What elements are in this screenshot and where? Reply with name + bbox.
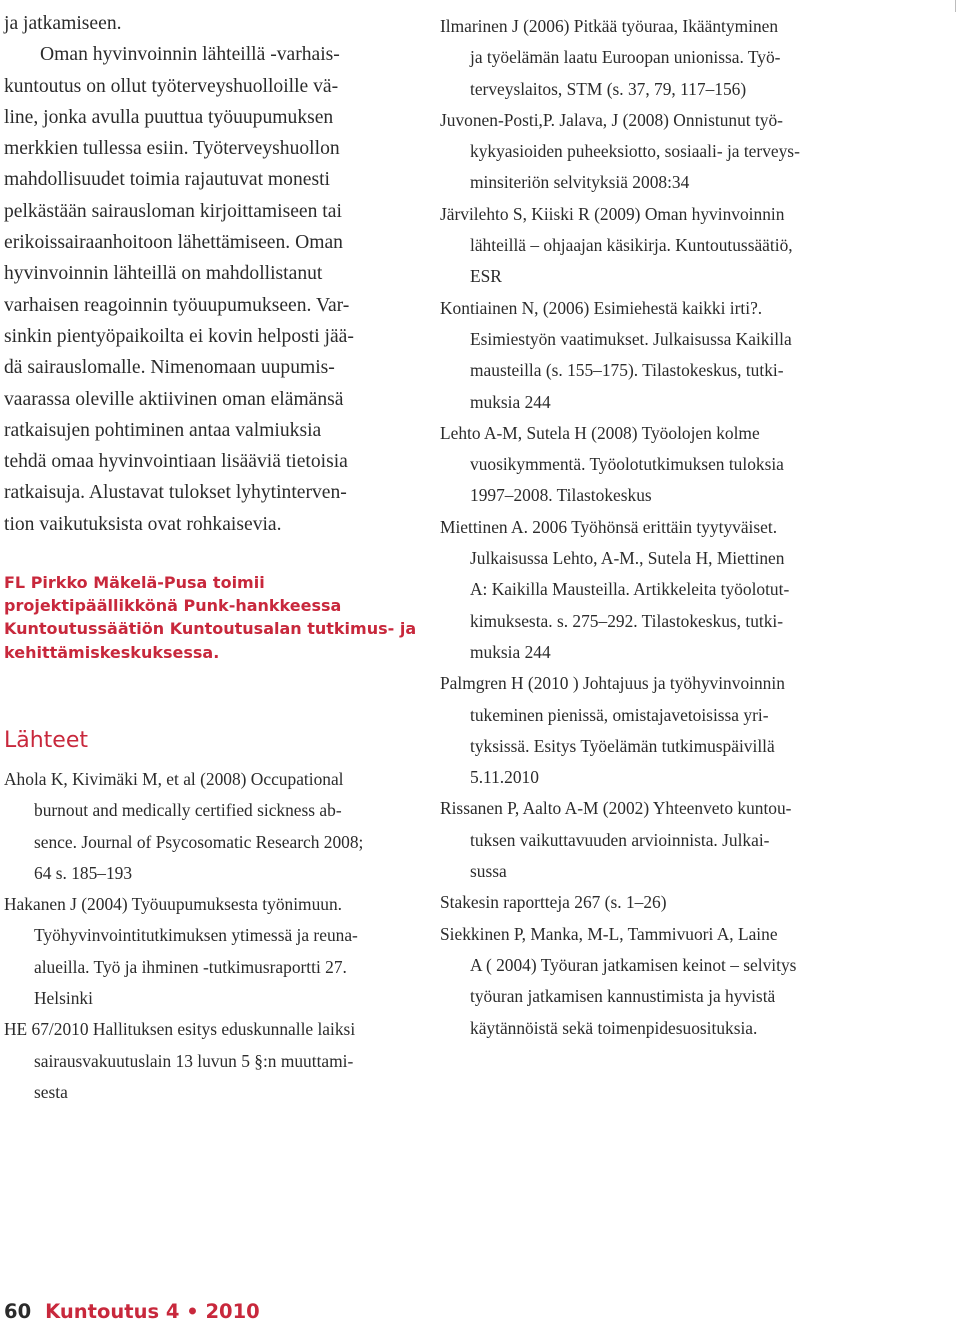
- reference-line: minsiteriön selvityksiä 2008:34: [470, 172, 690, 193]
- reference-line: Hakanen J (2004) Työuupumuksesta työnimuun.: [4, 894, 343, 915]
- reference-line: terveyslaitos, STM (s. 37, 79, 117–156): [470, 78, 747, 99]
- reference-line: Juvonen-Posti,P. Jalava, J (2008) Onnistunut työ-: [440, 109, 783, 130]
- references-list-right: [440, 11, 860, 1044]
- body-line: merkkien tullessa esiin. Työterveyshuollon: [4, 138, 340, 160]
- reference-line: tyksissä. Esitys Työelämän tutkimuspäivillä: [470, 735, 775, 756]
- reference-line: Rissanen P, Aalto A-M (2002) Yhteenveto kuntou-: [440, 798, 792, 819]
- reference-item: [4, 1014, 414, 1108]
- reference-line: tukeminen pienissä, omistajavetoisissa yri-: [470, 704, 769, 725]
- reference-line: Stakesin raportteja 267 (s. 1–26): [440, 892, 667, 913]
- body-line: tion vaikutuksista ovat rohkaisevia.: [4, 513, 282, 535]
- reference-line: kimuksesta. s. 275–292. Tilastokeskus, tutki-: [470, 610, 784, 631]
- reference-line: Työhyvinvointitutkimuksen ytimessä ja reuna-: [34, 925, 358, 946]
- reference-line: Julkaisussa Lehto, A-M., Sutela H, Miettinen: [470, 548, 785, 569]
- reference-line: burnout and medically certified sickness ab-: [34, 800, 342, 821]
- reference-line: 1997–2008. Tilastokeskus: [470, 485, 652, 506]
- reference-line: Palmgren H (2010 ) Johtajuus ja työhyvinvoinnin: [440, 673, 785, 694]
- reference-item: [440, 105, 860, 199]
- body-line: sinkin pientyöpaikoilta ei kovin helposti jää-: [4, 325, 354, 347]
- reference-line: A: Kaikilla Mausteilla. Artikkeleita työolotut-: [470, 579, 790, 600]
- body-line: varhaisen reagoinnin työuupumukseen. Var-: [4, 294, 350, 316]
- reference-line: vuosikymmentä. Työolotutkimuksen tuloksia: [470, 454, 784, 475]
- reference-item: [440, 512, 860, 668]
- reference-line: HE 67/2010 Hallituksen esitys eduskunnalle laiksi: [4, 1019, 356, 1040]
- reference-line: alueilla. Työ ja ihminen -tutkimusraportti 27.: [34, 956, 347, 977]
- page-number: 60: [4, 1300, 32, 1323]
- body-line: pelkästään sairausloman kirjoittamiseen tai: [4, 200, 342, 222]
- reference-line: Miettinen A. 2006 Työhönsä erittäin tyytyväiset.: [440, 516, 778, 537]
- reference-line: sussa: [470, 861, 507, 882]
- body-line: tehdä omaa hyvinvointiaan lisääviä tietoisia: [4, 451, 348, 473]
- reference-line: ja työelämän laatu Euroopan unionissa. Työ-: [470, 47, 781, 68]
- reference-line: sesta: [34, 1081, 68, 1102]
- reference-line: työuran jatkamisen kannustimista ja hyvistä: [470, 986, 776, 1007]
- reference-line: Järvilehto S, Kiiski R (2009) Oman hyvinvoinnin: [440, 203, 785, 224]
- reference-item: [440, 919, 860, 1044]
- page-edge-mark: [955, 0, 956, 12]
- reference-line: Lehto A-M, Sutela H (2008) Työolojen kolme: [440, 422, 760, 443]
- reference-item: [440, 418, 860, 512]
- author-note-line: projektipäällikkönä Punk-hankkeessa: [4, 596, 342, 616]
- reference-line: Esimiestyön vaatimukset. Julkaisussa Kaikilla: [470, 328, 792, 349]
- reference-line: Kontiainen N, (2006) Esimiehestä kaikki irti?.: [440, 297, 763, 318]
- reference-item: [4, 889, 414, 1014]
- reference-line: muksia 244: [470, 391, 551, 412]
- body-line: ja jatkamiseen.: [4, 13, 122, 34]
- reference-item: [440, 793, 860, 887]
- reference-item: [440, 199, 860, 293]
- reference-item: [4, 764, 414, 889]
- body-line: dä sairauslomalle. Nimenomaan uupumis-: [4, 357, 335, 379]
- reference-line: 5.11.2010: [470, 767, 539, 788]
- body-line: mahdollisuudet toimia rajautuvat monesti: [4, 169, 330, 191]
- body-line: ratkaisuja. Alustavat tulokset lyhytinterven-: [4, 482, 347, 504]
- page-footer: [4, 1298, 260, 1326]
- author-note-line: kehittämiskeskuksessa.: [4, 642, 220, 662]
- reference-line: lähteillä – ohjaajan käsikirja. Kuntoutussäätiö,: [470, 235, 793, 256]
- references-heading: Lähteet: [4, 728, 89, 753]
- reference-line: A ( 2004) Työuran jatkamisen keinot – selvitys: [470, 954, 797, 975]
- reference-item: [440, 887, 860, 918]
- reference-line: Siekkinen P, Manka, M-L, Tammivuori A, Laine: [440, 923, 778, 944]
- body-paragraph: [4, 8, 408, 540]
- reference-line: mausteilla (s. 155–175). Tilastokeskus, tutki-: [470, 360, 784, 381]
- references-list-left: [4, 764, 414, 1108]
- publication-name: Kuntoutus 4 • 2010: [45, 1300, 260, 1323]
- body-line: ratkaisujen pohtiminen antaa valmiuksia: [4, 419, 322, 441]
- reference-line: muksia 244: [470, 641, 551, 662]
- author-note-line: Kuntoutussäätiön Kuntoutusalan tutkimus- ja: [4, 619, 417, 639]
- reference-line: sairausvakuutuslain 13 luvun 5 §:n muuttami-: [34, 1050, 354, 1071]
- reference-line: Helsinki: [34, 988, 93, 1009]
- reference-line: sence. Journal of Psycosomatic Research 2008;: [34, 831, 364, 852]
- body-line: erikoissairaanhoitoon lähettämiseen. Oman: [4, 232, 343, 254]
- reference-line: Ilmarinen J (2006) Pitkää työuraa, Ikääntyminen: [440, 16, 779, 36]
- reference-line: tuksen vaikuttavuuden arvioinnista. Julkai-: [470, 829, 770, 850]
- reference-line: 64 s. 185–193: [34, 862, 133, 883]
- reference-line: ESR: [470, 266, 502, 287]
- reference-item: [440, 11, 860, 105]
- body-line: vaarassa oleville aktiivinen oman elämänsä: [4, 388, 344, 410]
- body-line: Oman hyvinvoinnin lähteillä -varhais-: [40, 44, 340, 66]
- author-note-line: FL Pirkko Mäkelä-Pusa toimii: [4, 573, 265, 592]
- reference-line: Ahola K, Kivimäki M, et al (2008) Occupational: [4, 769, 344, 789]
- reference-line: käytännöistä sekä toimenpidesuosituksia.: [470, 1017, 758, 1038]
- reference-item: [440, 668, 860, 793]
- reference-item: [440, 293, 860, 418]
- author-note: [4, 571, 424, 664]
- body-line: kuntoutus on ollut työterveyshuolloille vä-: [4, 75, 339, 97]
- body-line: line, jonka avulla puuttua työuupumuksen: [4, 106, 334, 128]
- body-line: hyvinvoinnin lähteillä on mahdollistanut: [4, 263, 323, 285]
- reference-line: kykyasioiden puheeksiotto, sosiaali- ja terveys-: [470, 141, 800, 162]
